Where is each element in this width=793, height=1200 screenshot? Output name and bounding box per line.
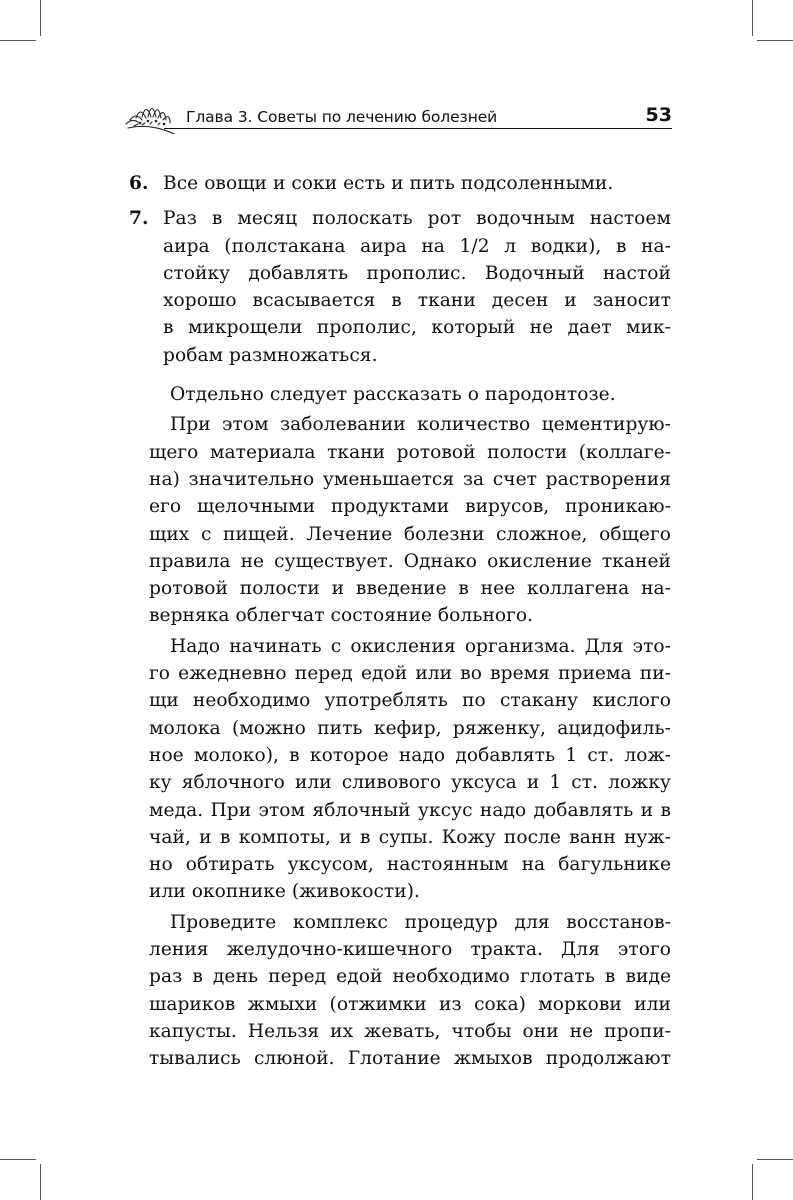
text-line: го ежедневно перед едой или во время приема пи-: [149, 663, 671, 685]
text-line: Надо начинать с окисления организма. Для это-: [170, 635, 671, 657]
paragraph: [129, 909, 671, 1073]
text-line: щих с пищей. Лечение болезни сложное, общего: [149, 523, 671, 545]
text-line: верняка облегчат состояние больного.: [149, 605, 534, 627]
text-line: но обтирать уксусом, настоянным на багульнике: [149, 854, 671, 876]
text-line: ное молоко), в которое надо добавлять 1 ст. лож-: [149, 744, 671, 766]
chapter-title: Глава 3. Советы по лечению болезней: [186, 108, 498, 126]
crop-mark-top-right: [752, 0, 753, 36]
crop-mark-top-right-horizontal: [757, 40, 793, 41]
list-item-number: 7.: [129, 208, 149, 230]
page-body: [129, 170, 671, 1073]
text-line: в микрощели прополис, который не дает мик-: [163, 317, 671, 339]
crop-mark-bottom-left: [40, 1164, 41, 1200]
list-item-6: [129, 170, 671, 197]
text-line: Раз в месяц полоскать рот водочным настоем: [163, 208, 671, 230]
text-line: хорошо всасывается в ткани десен и заносит: [163, 290, 671, 312]
crop-mark-top-left-horizontal: [0, 40, 36, 41]
text-line: При этом заболевании количество цементирую-: [170, 414, 671, 436]
text-line: капусты. Нельзя их жевать, чтобы они не пропи-: [149, 1020, 671, 1042]
text-line: щи необходимо употреблять по стакану кислого: [149, 690, 671, 712]
text-line: меда. При этом яблочный уксус надо добавлять и в: [149, 799, 671, 821]
text-line: правила не существует. Однако окисление тканей: [149, 550, 671, 572]
crop-mark-bottom-right-horizontal: [757, 1159, 793, 1160]
text-line: чай, и в компоты, и в супы. Кожу после ванн нуж-: [149, 826, 671, 848]
text-line: Отдельно следует рассказать о пародонтозе.: [170, 384, 616, 406]
text-line: Все овощи и соки есть и пить подсоленными.: [163, 173, 614, 194]
text-line: ку яблочного или сливового уксуса и 1 ст. ложку: [149, 772, 671, 794]
paragraph: [129, 381, 671, 408]
text-line: шариков жмыхи (отжимки из сока) моркови или: [149, 993, 671, 1015]
crop-mark-top-left: [40, 0, 41, 36]
list-item-7: [129, 205, 671, 369]
text-line: щего материала ткани ротовой полости (коллаге-: [149, 441, 671, 463]
text-line: или окопнике (живокости).: [149, 881, 420, 903]
running-header: [124, 96, 672, 144]
text-line: робам размножаться.: [163, 344, 378, 366]
page-number: 53: [645, 104, 672, 126]
text-line: молока (можно пить кефир, ряженку, ацидофиль-: [149, 717, 671, 739]
header-rule: [164, 128, 672, 129]
text-line: аира (полстакана аира на 1/2 л водки), в на-: [163, 235, 671, 257]
text-line: ления желудочно-кишечного тракта. Для этого: [149, 939, 671, 961]
text-line: Проведите комплекс процедур для восстанов-: [170, 911, 671, 933]
text-line: на) значительно уменьшается за счет растворения: [149, 468, 671, 490]
paragraph: [129, 633, 671, 906]
text-line: ротовой полости и введение в нее коллагена на-: [149, 578, 671, 600]
crop-mark-bottom-right: [752, 1164, 753, 1200]
text-line: его щелочными продуктами вирусов, проникаю-: [149, 496, 671, 518]
text-line: раз в день перед едой необходимо глотать в виде: [149, 966, 671, 988]
crop-mark-bottom-left-horizontal: [0, 1159, 36, 1160]
text-line: тывались слюной. Глотание жмыхов продолжают: [149, 1048, 671, 1070]
text-line: стойку добавлять прополис. Водочный настой: [163, 262, 671, 284]
list-item-number: 6.: [129, 173, 149, 194]
paragraph: [129, 411, 671, 629]
